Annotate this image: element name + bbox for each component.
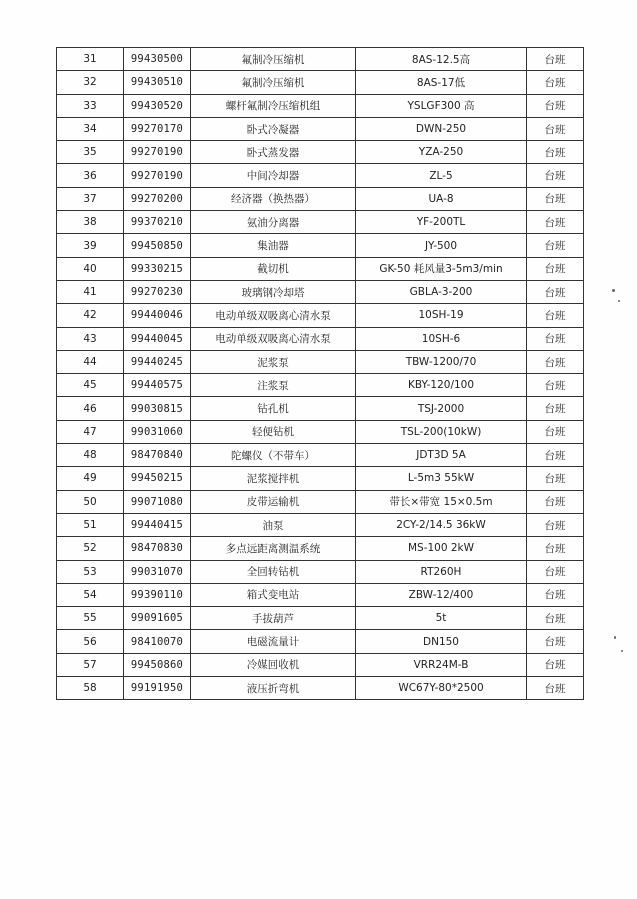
table-row [57,653,584,676]
equipment-name-cell: 集油器 [191,234,356,257]
specification-cell: 8AS-17低 [356,71,527,94]
item-code-cell: 99031070 [124,560,191,583]
unit-cell: 台班 [527,374,584,397]
specification-cell: 10SH-19 [356,304,527,327]
row-number-cell: 37 [57,187,124,210]
specification-cell: TBW-1200/70 [356,350,527,373]
item-code-cell: 98470830 [124,537,191,560]
equipment-name-cell: 箱式变电站 [191,583,356,606]
item-code-cell: 99430510 [124,71,191,94]
unit-cell: 台班 [527,537,584,560]
equipment-name-cell: 截切机 [191,257,356,280]
specification-cell: VRR24M-B [356,653,527,676]
row-number-cell: 54 [57,583,124,606]
specification-cell: GBLA-3-200 [356,280,527,303]
unit-cell: 台班 [527,48,584,71]
equipment-name-cell: 氨油分离器 [191,211,356,234]
equipment-table-body [57,48,584,700]
equipment-name-cell: 泥浆搅拌机 [191,467,356,490]
table-row [57,304,584,327]
specification-cell: GK-50 耗风量3-5m3/min [356,257,527,280]
unit-cell: 台班 [527,630,584,653]
specification-cell: 10SH-6 [356,327,527,350]
table-row [57,211,584,234]
equipment-name-cell: 玻璃钢冷却塔 [191,280,356,303]
item-code-cell: 99390110 [124,583,191,606]
item-code-cell: 99430520 [124,94,191,117]
specification-cell: KBY-120/100 [356,374,527,397]
specification-cell: JDT3D 5A [356,444,527,467]
unit-cell: 台班 [527,467,584,490]
table-row [57,583,584,606]
item-code-cell: 99191950 [124,677,191,700]
equipment-name-cell: 皮带运输机 [191,490,356,513]
table-row [57,677,584,700]
row-number-cell: 42 [57,304,124,327]
table-row [57,444,584,467]
item-code-cell: 98410070 [124,630,191,653]
unit-cell: 台班 [527,94,584,117]
equipment-name-cell: 手拔葫芦 [191,607,356,630]
unit-cell: 台班 [527,257,584,280]
equipment-name-cell: 电动单级双吸离心清水泵 [191,327,356,350]
equipment-name-cell: 钻孔机 [191,397,356,420]
unit-cell: 台班 [527,397,584,420]
item-code-cell: 99091605 [124,607,191,630]
unit-cell: 台班 [527,653,584,676]
specification-cell: 8AS-12.5高 [356,48,527,71]
row-number-cell: 48 [57,444,124,467]
scan-speck [618,300,620,302]
equipment-name-cell: 油泵 [191,513,356,536]
specification-cell: 5t [356,607,527,630]
unit-cell: 台班 [527,164,584,187]
item-code-cell: 99270230 [124,280,191,303]
unit-cell: 台班 [527,677,584,700]
item-code-cell: 99440575 [124,374,191,397]
row-number-cell: 49 [57,467,124,490]
table-row [57,513,584,536]
specification-cell: WC67Y-80*2500 [356,677,527,700]
table-row [57,117,584,140]
unit-cell: 台班 [527,187,584,210]
row-number-cell: 47 [57,420,124,443]
equipment-table [56,47,584,700]
item-code-cell: 99450860 [124,653,191,676]
item-code-cell: 99330215 [124,257,191,280]
item-code-cell: 99450215 [124,467,191,490]
unit-cell: 台班 [527,234,584,257]
specification-cell: YF-200TL [356,211,527,234]
item-code-cell: 99270170 [124,117,191,140]
row-number-cell: 39 [57,234,124,257]
item-code-cell: 99450850 [124,234,191,257]
row-number-cell: 52 [57,537,124,560]
table-row [57,490,584,513]
table-row [57,560,584,583]
table-row [57,94,584,117]
row-number-cell: 38 [57,211,124,234]
specification-cell: YZA-250 [356,141,527,164]
unit-cell: 台班 [527,607,584,630]
table-row [57,187,584,210]
row-number-cell: 56 [57,630,124,653]
specification-cell: YSLGF300 高 [356,94,527,117]
unit-cell: 台班 [527,71,584,94]
item-code-cell: 99270200 [124,187,191,210]
table-row [57,467,584,490]
row-number-cell: 41 [57,280,124,303]
row-number-cell: 51 [57,513,124,536]
table-row [57,630,584,653]
table-row [57,397,584,420]
row-number-cell: 32 [57,71,124,94]
table-row [57,350,584,373]
row-number-cell: 55 [57,607,124,630]
row-number-cell: 45 [57,374,124,397]
row-number-cell: 58 [57,677,124,700]
table-row [57,374,584,397]
equipment-name-cell: 螺杆氟制冷压缩机组 [191,94,356,117]
equipment-name-cell: 陀螺仪（不带车） [191,444,356,467]
row-number-cell: 40 [57,257,124,280]
item-code-cell: 99071080 [124,490,191,513]
table-row [57,537,584,560]
unit-cell: 台班 [527,327,584,350]
item-code-cell: 99440415 [124,513,191,536]
specification-cell: ZBW-12/400 [356,583,527,606]
specification-cell: 2CY-2/14.5 36kW [356,513,527,536]
equipment-name-cell: 轻便钻机 [191,420,356,443]
table-row [57,257,584,280]
specification-cell: MS-100 2kW [356,537,527,560]
unit-cell: 台班 [527,583,584,606]
scan-speck [612,289,615,292]
specification-cell: TSL-200(10kW) [356,420,527,443]
table-row [57,48,584,71]
item-code-cell: 99030815 [124,397,191,420]
specification-cell: L-5m3 55kW [356,467,527,490]
table-row [57,71,584,94]
specification-cell: ZL-5 [356,164,527,187]
specification-cell: DWN-250 [356,117,527,140]
unit-cell: 台班 [527,560,584,583]
item-code-cell: 99370210 [124,211,191,234]
table-row [57,280,584,303]
specification-cell: JY-500 [356,234,527,257]
row-number-cell: 33 [57,94,124,117]
row-number-cell: 31 [57,48,124,71]
row-number-cell: 53 [57,560,124,583]
item-code-cell: 99430500 [124,48,191,71]
equipment-name-cell: 卧式蒸发器 [191,141,356,164]
specification-cell: UA-8 [356,187,527,210]
unit-cell: 台班 [527,304,584,327]
equipment-name-cell: 电动单级双吸离心清水泵 [191,304,356,327]
equipment-name-cell: 氟制冷压缩机 [191,71,356,94]
specification-cell: 带长×带宽 15×0.5m [356,490,527,513]
unit-cell: 台班 [527,444,584,467]
specification-cell: RT260H [356,560,527,583]
unit-cell: 台班 [527,211,584,234]
table-row [57,420,584,443]
specification-cell: TSJ-2000 [356,397,527,420]
equipment-name-cell: 冷媒回收机 [191,653,356,676]
row-number-cell: 34 [57,117,124,140]
row-number-cell: 46 [57,397,124,420]
equipment-name-cell: 液压折弯机 [191,677,356,700]
unit-cell: 台班 [527,350,584,373]
item-code-cell: 98470840 [124,444,191,467]
unit-cell: 台班 [527,490,584,513]
equipment-name-cell: 注浆泵 [191,374,356,397]
row-number-cell: 35 [57,141,124,164]
row-number-cell: 36 [57,164,124,187]
item-code-cell: 99440045 [124,327,191,350]
unit-cell: 台班 [527,141,584,164]
row-number-cell: 57 [57,653,124,676]
unit-cell: 台班 [527,420,584,443]
item-code-cell: 99270190 [124,164,191,187]
equipment-name-cell: 中间冷却器 [191,164,356,187]
unit-cell: 台班 [527,117,584,140]
table-row [57,607,584,630]
scan-speck [614,636,616,639]
unit-cell: 台班 [527,513,584,536]
equipment-name-cell: 电磁流量计 [191,630,356,653]
scan-speck [621,650,623,652]
equipment-name-cell: 氟制冷压缩机 [191,48,356,71]
row-number-cell: 44 [57,350,124,373]
row-number-cell: 43 [57,327,124,350]
table-row [57,164,584,187]
item-code-cell: 99270190 [124,141,191,164]
equipment-name-cell: 泥浆泵 [191,350,356,373]
item-code-cell: 99440245 [124,350,191,373]
row-number-cell: 50 [57,490,124,513]
equipment-name-cell: 经济器（换热器） [191,187,356,210]
table-row [57,327,584,350]
item-code-cell: 99440046 [124,304,191,327]
equipment-name-cell: 多点远距离测温系统 [191,537,356,560]
table-row [57,141,584,164]
unit-cell: 台班 [527,280,584,303]
equipment-name-cell: 卧式冷凝器 [191,117,356,140]
equipment-name-cell: 全回转钻机 [191,560,356,583]
table-row [57,234,584,257]
item-code-cell: 99031060 [124,420,191,443]
specification-cell: DN150 [356,630,527,653]
